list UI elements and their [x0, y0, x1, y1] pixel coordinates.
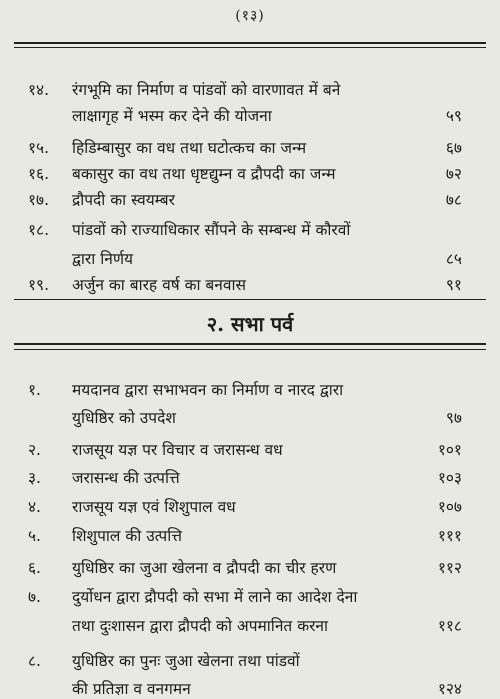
chapter-number: ८.: [28, 652, 41, 670]
chapter-number: ४.: [28, 498, 41, 516]
chapter-title-line: दुर्योधन द्वारा द्रौपदी को सभा में लाने का आदेश देना: [72, 588, 358, 606]
page-reference: १०१: [437, 441, 462, 459]
chapter-title-line: राजसूय यज्ञ पर विचार व जरासन्ध वध: [72, 441, 283, 459]
page-reference: ९१: [445, 276, 462, 294]
page-reference: ११२: [437, 559, 462, 577]
section-heading: २. सभा पर्व: [206, 312, 294, 336]
page-reference: ११८: [437, 617, 462, 635]
page-reference: १२४: [437, 680, 462, 698]
chapter-title-line: युधिष्ठिर को उपदेश: [72, 409, 176, 427]
page-reference: १०७: [437, 498, 462, 516]
chapter-number: २.: [28, 441, 41, 459]
chapter-title-line: जरासन्ध की उत्पत्ति: [72, 469, 180, 487]
page-reference: १११: [437, 527, 462, 545]
page-reference: ६७: [445, 139, 462, 157]
page-reference: ७२: [445, 165, 462, 183]
chapter-title-line: की प्रतिज्ञा व वनगमन: [72, 680, 191, 698]
page-reference: ९७: [445, 409, 462, 427]
chapter-title-line: मयदानव द्वारा सभाभवन का निर्माण व नारद द्वारा: [72, 381, 344, 399]
chapter-number: १.: [28, 381, 41, 399]
chapter-number: १५.: [28, 139, 50, 157]
chapter-number: ३.: [28, 469, 41, 487]
chapter-title-line: हिडिम्बासुर का वध तथा घटोत्कच का जन्म: [72, 139, 307, 157]
chapter-number: १६.: [28, 165, 50, 183]
chapter-title-line: द्वारा निर्णय: [72, 250, 134, 268]
section-rule-thick: [14, 343, 486, 345]
chapter-title-line: अर्जुन का बारह वर्ष का बनवास: [72, 276, 246, 294]
page-reference: १०३: [437, 469, 462, 487]
section-divider-rule: [14, 299, 486, 300]
header-rule-thick: [14, 42, 486, 44]
chapter-title-line: लाक्षागृह में भस्म कर देने की योजना: [72, 107, 272, 125]
section-rule-thin: [14, 349, 486, 350]
page-reference: ७८: [445, 191, 462, 209]
chapter-number: ५.: [28, 527, 41, 545]
chapter-number: ६.: [28, 559, 41, 577]
chapter-title-line: तथा दुःशासन द्वारा द्रौपदी को अपमानित करना: [72, 617, 329, 635]
page-reference: ५९: [445, 107, 462, 125]
chapter-title-line: युधिष्ठिर का पुनः जुआ खेलना तथा पांडवों: [72, 652, 300, 670]
page-reference: ८५: [445, 250, 462, 268]
chapter-title-line: शिशुपाल की उत्पत्ति: [72, 527, 182, 545]
chapter-title-line: युधिष्ठिर का जुआ खेलना व द्रौपदी का चीर हरण: [72, 559, 337, 577]
chapter-number: १८.: [28, 221, 50, 239]
chapter-title-line: द्रौपदी का स्वयम्बर: [72, 191, 175, 209]
chapter-number: १७.: [28, 191, 50, 209]
chapter-number: १४.: [28, 81, 50, 99]
chapter-title-line: बकासुर का वध तथा धृष्टद्युम्न व द्रौपदी का जन्म: [72, 165, 336, 183]
chapter-number: ७.: [28, 588, 41, 606]
chapter-title-line: राजसूय यज्ञ एवं शिशुपाल वध: [72, 498, 236, 516]
page-number: (१३): [235, 8, 265, 24]
chapter-number: १९.: [28, 276, 50, 294]
chapter-title-line: रंगभूमि का निर्माण व पांडवों को वारणावत में बने: [72, 81, 341, 99]
chapter-title-line: पांडवों को राज्याधिकार सौंपने के सम्बन्ध में कौरवों: [72, 221, 351, 239]
header-rule-thin: [14, 47, 486, 48]
